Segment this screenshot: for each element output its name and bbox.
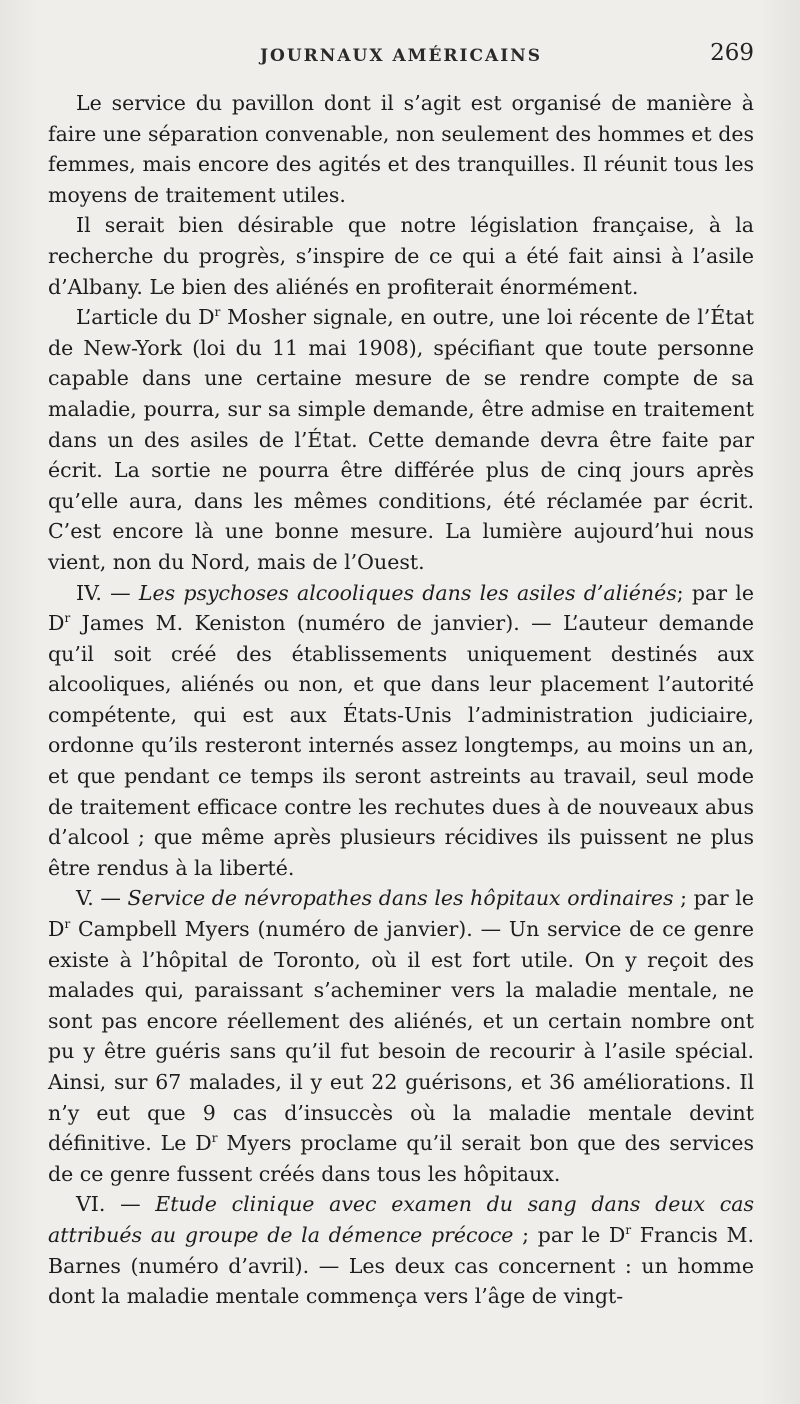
paragraph-pavillon <box>48 88 754 210</box>
paragraph-text-start: ; par le D <box>48 886 754 942</box>
paragraph-text-start: ; par le D <box>513 1222 626 1247</box>
section-number: VI. — <box>76 1192 156 1217</box>
superscript: r <box>64 917 71 932</box>
section-v <box>48 883 754 1189</box>
paragraph-text-rest: Mosher signale, en outre, une loi récente de l’État de New-York (loi du 11 mai 1908), spécifiant que toute personne capable dans une certaine mesure de se rendre compte de sa maladie, pourra, sur sa simple demande, être admise en traitement dans un des asiles de l’État. Cette demande devra être faite par écrit. La sortie ne pourra être différée plus de cinq jours après qu’elle aura, dans les mêmes conditions, été réclamée par écrit. C’est encore là une bonne mesure. La lumière aujourd’hui nous vient, non du Nord, mais de l’Ouest. <box>48 305 754 574</box>
paragraph-text-rest: James M. Keniston (numéro de janvier). — L’auteur demande qu’il soit créé des établissements uniquement destinés aux alcooliques, aliénés ou non, et que dans leur placement l’autorité compétente, qui est aux États-Unis l’administration judiciaire, ordonne qu’ils resteront internés assez longtemps, au moins un an, et que pendant ce temps ils seront astreints au travail, seul mode de traitement efficace contre les rechutes dues à de nouveaux abus d’alcool ; que même après plusieurs récidives ils puissent ne plus être rendus à la liberté. <box>48 611 754 880</box>
paragraph-text-rest: Myers proclame qu’il serait bon que des services de ce genre fussent créés dans tous les hôpitaux. <box>48 1131 754 1186</box>
superscript: r <box>625 1223 632 1238</box>
superscript: r <box>211 1131 218 1146</box>
section-number: V. — <box>76 886 128 911</box>
section-title: Les psychoses alcooliques dans les asiles d’aliénés <box>138 580 677 605</box>
section-vi <box>48 1189 754 1311</box>
paragraph-text-start: ; par le D <box>48 580 754 636</box>
paragraph-text: Le service du pavillon dont il s’agit est organisé de manière à faire une séparation convenable, non seulement des hommes et des femmes, mais encore des agités et des tranquilles. Il réunit tous les moyens de traitement utiles. <box>48 91 754 207</box>
paragraph-legislation <box>48 210 754 302</box>
paragraph-text-start: L’article du D <box>76 305 215 330</box>
paragraph-text-rest: Francis M. Barnes (numéro d’avril). — Les deux cas concernent : un homme dont la maladie mentale commença vers l’âge de vingt- <box>48 1222 755 1309</box>
paragraph-mosher <box>48 302 754 577</box>
paragraph-text: Il serait bien désirable que notre législation française, à la recherche du progrès, s’inspire de ce qui a été fait ainsi à l’asile d’Albany. Le bien des aliénés en profiterait énormément. <box>48 213 754 299</box>
section-number: IV. — <box>76 580 139 605</box>
superscript: r <box>64 611 71 626</box>
paragraph-text-middle: Campbell Myers (numéro de janvier). — Un service de ce genre existe à l’hôpital de Toronto, où il est fort utile. On y reçoit des malades qui, paraissant s’acheminer vers la maladie mentale, ne sont pas encore réellement des aliénés, et un certain nombre ont pu y être guéris sans qu’il fut besoin de recourir à l’asile spécial. Ainsi, sur 67 malades, il y eut 22 guérisons, et 36 améliorations. Il n’y eut que 9 cas d’insuccès où la maladie mentale devint définitive. Le D <box>48 917 754 1156</box>
section-iv <box>48 578 754 884</box>
page-number: 269 <box>710 40 754 66</box>
running-head: JOURNAUX AMÉRICAINS <box>259 46 542 66</box>
page-header <box>48 34 754 78</box>
section-title: Etude clinique avec examen du sang dans deux cas attribués au groupe de la démence précoce <box>48 1192 754 1247</box>
section-title: Service de névropathes dans les hôpitaux ordinaires <box>127 886 674 911</box>
superscript: r <box>214 305 221 320</box>
body-text <box>48 88 754 1312</box>
